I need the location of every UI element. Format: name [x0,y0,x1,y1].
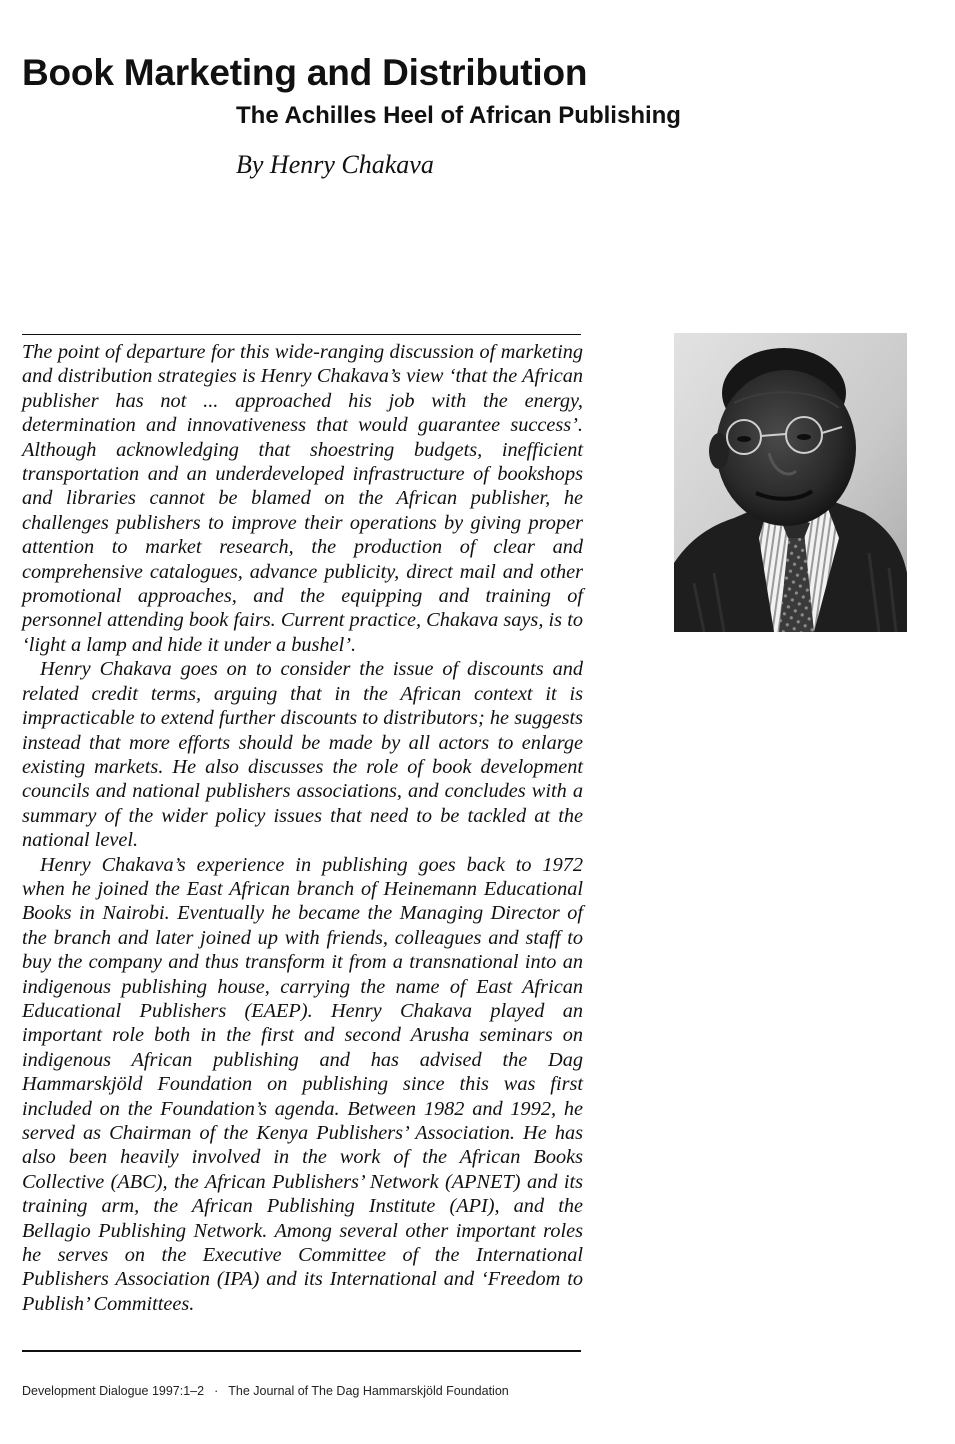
footer-journal-issue: Development Dialogue 1997:1–2 [22,1384,205,1398]
article-byline: By Henry Chakava [236,150,434,179]
abstract-paragraph-3: Henry Chakava’s experience in publishing goes back to 1972 when he joined the East African branch of Heinemann Educational Books in Nairobi. Eventually he became the Managing Director of the branch and later joined up with friends, colleagues and staff to buy the company and thus transform it from a transnational into an indigenous publishing house, carrying the name of East African Educational Publishers (EAEP). Henry Chakava played an important role both in the first and second Arusha seminars on indigenous African publishing and has advised the Dag Hammarskjöld Foundation on publishing since this was first included on the Foundation’s agenda. Between 1982 and 1992, he served as Chairman of the Kenya Publishers’ Association. He has also been heavily involved in the work of the African Books Collective (ABC), the African Publishers’ Network (APNET) and its training arm, the African Publishing Institute (API), and the Bellagio Publishing Network. Among several other important roles he serves on the Executive Committee of the International Publishers Association (IPA) and its International and ‘Freedom to Publish’ Committees. [22,853,583,1315]
abstract-bottom-rule [22,1350,581,1352]
article-subtitle: The Achilles Heel of African Publishing [236,102,681,129]
abstract-paragraph-2: Henry Chakava goes on to consider the issue of discounts and related credit terms, arguing that in the African context it is impracticable to extend further discounts to distributors; he suggests instead that more efforts should be made by all actors to enlarge existing markets. He also discusses the role of book development councils and national publishers associations, and concludes with a summary of the wider policy issues that need to be tackled at the national level. [22,658,583,852]
portrait-illustration [674,333,907,632]
author-portrait-photo [674,333,907,632]
abstract-paragraph-1: The point of departure for this wide-ranging discussion of marketing and distribution strategies is Henry Chakava’s view ‘that the African publisher has not ... approached his job with the energy, determination and innovativeness that would guarantee success’. Although acknowledging that shoestring budgets, inefficient transportation and an underdeveloped infrastructure of bookshops and libraries cannot be blamed on the African publisher, he challenges publishers to improve their operations by giving proper attention to market research, the production of clear and comprehensive catalogues, advance publicity, direct mail and other promotional approaches, and the equipping and training of personnel attending book fairs. Current practice, Chakava says, is to ‘light a lamp and hide it under a bushel’. [22,341,583,656]
footer-journal-name: The Journal of The Dag Hammarskjöld Foundation [228,1384,509,1398]
abstract-text [22,340,583,1316]
article-title: Book Marketing and Distribution [22,52,588,93]
footer-separator: · [214,1384,219,1398]
page-footer [22,1383,509,1399]
abstract-top-rule [22,334,581,335]
